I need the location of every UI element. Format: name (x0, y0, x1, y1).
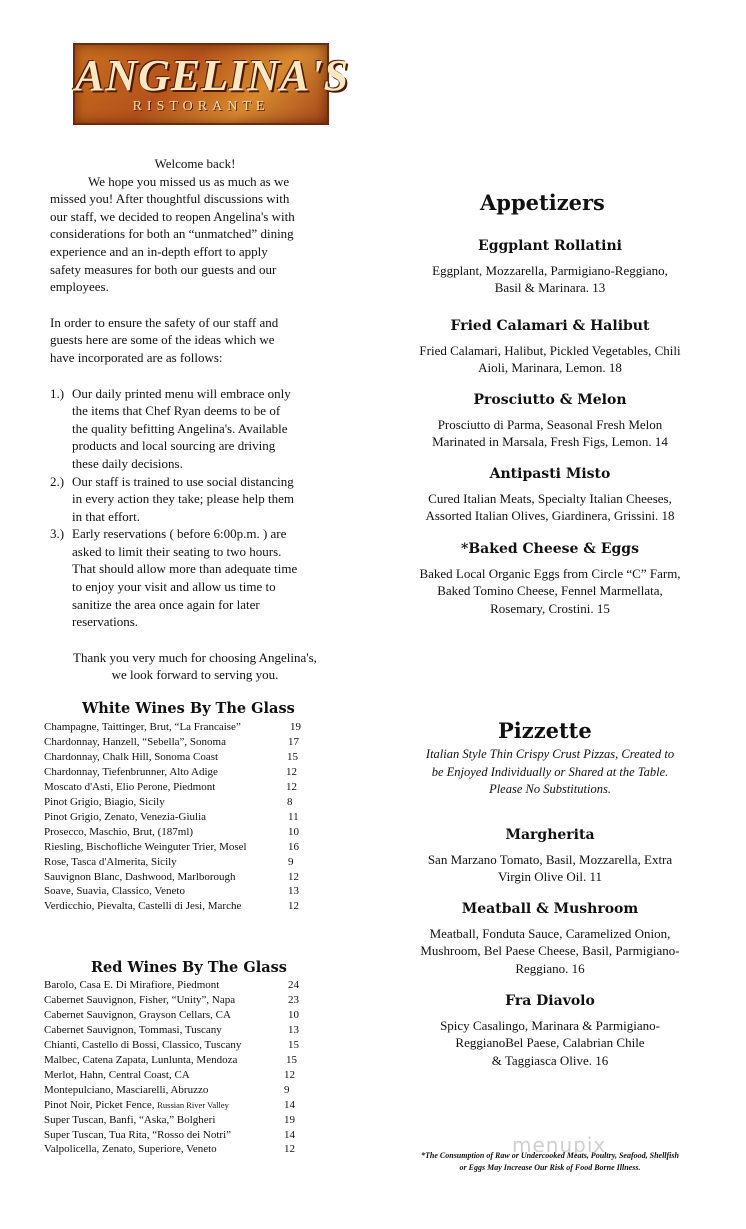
dish-name: Fra Diavolo (505, 993, 595, 1009)
dish-desc: Rosemary, Crostini. 15 (490, 600, 610, 616)
wine-item: Champagne, Taittinger, Brut, “La Francaise” 19 (44, 721, 301, 733)
dish-desc: ReggianoBel Paese, Calabrian Chile (455, 1035, 645, 1051)
wine-item: Prosecco, Maschio, Brut, (187ml) 10 (44, 825, 299, 838)
dish-desc: & Taggiasca Olive. 16 (491, 1052, 609, 1068)
point-number: 3.) (50, 526, 65, 542)
intro-line: Italian Style Thin Crispy Crust Pizzas, Created to (425, 747, 675, 761)
intro-line: have incorporated are as follows: (50, 349, 223, 365)
wine-item: Sauvignon Blanc, Dashwood, Marlborough 12 (44, 870, 299, 883)
dish-name: Eggplant Rollatini (478, 238, 622, 254)
thanks-line: we look forward to serving you. (111, 667, 279, 683)
point-line: sanitize the area once again for later (72, 596, 260, 612)
restaurant-logo (73, 43, 350, 125)
point-line: asked to limit their seating to two hours. (72, 543, 282, 559)
wine-item: Malbec, Catena Zapata, Lunlunta, Mendoza 15 (44, 1053, 297, 1066)
wine-item: Pinot Grigio, Zenato, Venezia-Giulia 11 (44, 810, 299, 823)
white-wine-list (44, 720, 314, 914)
dish-item (395, 466, 705, 525)
dish-item (395, 993, 705, 1069)
wine-item: Barolo, Casa E. Di Mirafiore, Piedmont 24 (44, 979, 299, 991)
dish-desc: Eggplant, Mozzarella, Parmigiano-Reggiano, (432, 262, 668, 278)
thanks-line: Thank you very much for choosing Angelina's, (73, 649, 317, 665)
point-line: Our daily printed menu will embrace only (72, 385, 291, 401)
safety-point (50, 385, 340, 473)
point-line: Our staff is trained to use social distancing (72, 473, 294, 489)
dish-desc: Cured Italian Meats, Specialty Italian Cheeses, (428, 490, 672, 506)
wine-item: Chardonnay, Chalk Hill, Sonoma Coast 15 (44, 750, 298, 763)
point-line: the items that Chef Ryan deems to be of (72, 403, 281, 419)
wine-item: Chardonnay, Tiefenbrunner, Alto Adige 12 (44, 765, 297, 778)
safety-point (50, 525, 340, 631)
dish-desc: Reggiano. 16 (515, 960, 585, 976)
intro-line: guests here are some of the ideas which we (50, 332, 275, 348)
dish-desc: Assorted Italian Olives, Giardinera, Grissini. 18 (425, 508, 675, 524)
welcome-letter (50, 155, 340, 684)
point-line: products and local sourcing are driving (72, 438, 276, 454)
welcome-line: considerations for both an “unmatched” dining (50, 226, 294, 242)
wine-item: Cabernet Sauvignon, Fisher, “Unity”, Napa 23 (44, 993, 299, 1006)
wine-item: Soave, Suavia, Classico, Veneto 13 (44, 885, 299, 898)
point-line: That should allow more than adequate time (72, 561, 298, 577)
wine-item: Moscato d'Asti, Elio Perone, Piedmont 12 (44, 780, 297, 793)
welcome-line: our staff, we decided to reopen Angelina's with (50, 208, 295, 224)
wine-item: Pinot Noir, Picket Fence, Russian River Valley 14 (44, 1098, 295, 1111)
wine-item: Chardonnay, Hanzell, “Sebella”, Sonoma 17 (44, 735, 299, 748)
wine-item: Super Tuscan, Banfi, “Aska,” Bolgheri 19 (44, 1113, 295, 1126)
dish-desc: Fried Calamari, Halibut, Pickled Vegetables, Chili (419, 342, 681, 358)
wine-item: Cabernet Sauvignon, Grayson Cellars, CA 10 (44, 1008, 299, 1021)
dish-name: Margherita (505, 827, 595, 843)
dish-item (395, 541, 705, 617)
dish-desc: Basil & Marinara. 13 (494, 280, 606, 296)
point-line: these daily decisions. (72, 455, 183, 471)
welcome-line: missed you! After thoughtful discussions with (50, 191, 290, 207)
wine-item: Merlot, Hahn, Central Coast, CA 12 (44, 1068, 295, 1081)
point-number: 2.) (50, 473, 65, 489)
watermark: menupix (512, 1133, 607, 1157)
wine-item: Riesling, Bischofliche Weinguter Trier, Mosel 16 (44, 840, 299, 853)
intro-line: Please No Substitutions. (489, 782, 611, 797)
dish-item (395, 827, 705, 886)
wine-item: Pinot Grigio, Biagio, Sicily 8 (44, 795, 293, 808)
dish-desc: Meatball, Fonduta Sauce, Caramelized Onion, (429, 925, 671, 941)
footnote-line: or Eggs May Increase Our Risk of Food Borne Illness. (459, 1163, 641, 1172)
logo-name: ANGELINA'S (75, 51, 350, 100)
dish-name: Prosciutto & Melon (473, 392, 627, 408)
welcome-line: employees. (50, 279, 109, 295)
welcome-line: We hope you missed us as much as we (88, 173, 290, 189)
intro-line: In order to ensure the safety of our staff and (50, 314, 279, 330)
wine-item: Super Tuscan, Tua Rita, “Rosso dei Notri” 14 (44, 1128, 295, 1141)
wine-item: Montepulciano, Masciarelli, Abruzzo 9 (44, 1083, 290, 1096)
wine-item: Verdicchio, Pievalta, Castelli di Jesi, Marche 12 (44, 900, 299, 913)
point-line: Early reservations ( before 6:00p.m. ) are (72, 526, 287, 542)
dish-desc: Prosciutto di Parma, Seasonal Fresh Melon (437, 416, 663, 432)
dish-name: Fried Calamari & Halibut (450, 318, 650, 334)
dish-item (395, 901, 705, 977)
point-line: in that effort. (72, 508, 140, 524)
food-safety-footnote (396, 1150, 704, 1174)
wine-item: Cabernet Sauvignon, Tommasi, Tuscany 13 (44, 1023, 299, 1036)
dish-item (395, 318, 705, 377)
footnote-line: *The Consumption of Raw or Undercooked Meats, Poultry, Seafood, Shellfish (421, 1151, 679, 1160)
red-wine-list (44, 978, 314, 1157)
wine-item: Chianti, Castello di Bossi, Classico, Tuscany 15 (44, 1038, 299, 1051)
appetizers-title: Appetizers (480, 190, 605, 215)
pizzette-title: Pizzette (498, 718, 592, 743)
point-line: in every action they take; please help them (72, 491, 294, 507)
wine-item: Rose, Tasca d'Almerita, Sicily 9 (44, 855, 294, 868)
dish-desc: Virgin Olive Oil. 11 (498, 869, 602, 885)
dish-item (395, 392, 705, 451)
welcome-line: experience and an in-depth effort to apply (50, 243, 268, 259)
pizzette-intro (395, 746, 705, 799)
wine-item: Valpolicella, Zenato, Superiore, Veneto 12 (44, 1143, 295, 1156)
dish-desc: Mushroom, Bel Paese Cheese, Basil, Parmigiano- (420, 943, 680, 959)
point-line: to enjoy your visit and allow us time to (72, 579, 276, 595)
white-wines-title: White Wines By The Glass (82, 700, 295, 717)
dish-name: Antipasti Misto (489, 466, 611, 482)
safety-point (50, 473, 340, 526)
logo-subtitle: RISTORANTE (132, 99, 270, 114)
dish-desc: Baked Local Organic Eggs from Circle “C” Farm, (419, 565, 681, 581)
dish-name: *Baked Cheese & Eggs (461, 541, 639, 557)
dish-name: Meatball & Mushroom (461, 901, 639, 917)
dish-item (395, 238, 705, 297)
point-line: reservations. (72, 614, 139, 630)
welcome-line: safety measures for both our guests and our (50, 261, 277, 277)
point-line: the quality befitting Angelina's. Available (72, 420, 288, 436)
point-number: 1.) (50, 385, 65, 401)
intro-line: be Enjoyed Individually or Shared at the Table. (431, 764, 669, 779)
dish-desc: Baked Tomino Cheese, Fennel Marmellata, (437, 583, 663, 599)
red-wines-title: Red Wines By The Glass (91, 959, 287, 976)
dish-desc: Aioli, Marinara, Lemon. 18 (478, 360, 622, 376)
dish-desc: Spicy Casalingo, Marinara & Parmigiano- (440, 1017, 660, 1033)
dish-desc: San Marzano Tomato, Basil, Mozzarella, Extra (427, 851, 673, 867)
welcome-greeting: Welcome back! (154, 156, 236, 171)
dish-desc: Marinated in Marsala, Fresh Figs, Lemon. 14 (432, 434, 668, 450)
